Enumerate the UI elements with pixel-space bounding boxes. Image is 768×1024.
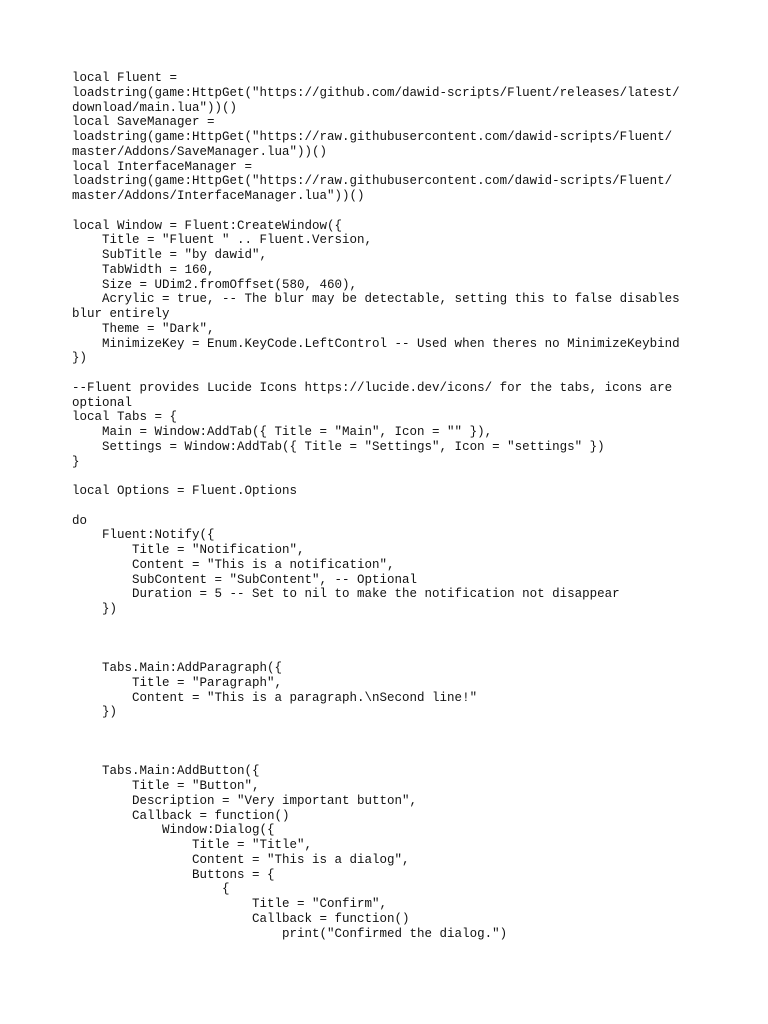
- code-line: loadstring(game:HttpGet("https://raw.githubusercontent.com/dawid-scripts/Fluent/: [72, 174, 673, 189]
- code-line: local Options = Fluent.Options: [72, 484, 298, 498]
- code-line: local Tabs = {: [72, 410, 178, 425]
- code-line: Content = "This is a dialog",: [72, 852, 410, 867]
- code-line: [72, 750, 702, 765]
- code-line: master/Addons/InterfaceManager.lua"))(): [72, 189, 365, 203]
- code-line: TabWidth = 160,: [72, 262, 215, 277]
- code-line: [72, 499, 702, 514]
- code-line: [72, 720, 702, 735]
- code-line: [72, 204, 702, 219]
- code-line: SubContent = "SubContent", -- Optional: [72, 572, 418, 587]
- code-line: [72, 735, 702, 750]
- code-line: SubTitle = "by dawid",: [72, 248, 268, 262]
- code-line: [72, 646, 702, 661]
- code-line: Acrylic = true, -- The blur may be detectable, setting this to false disables: [72, 292, 680, 307]
- code-line: Settings = Window:AddTab({ Title = "Settings", Icon = "settings" }): [72, 439, 605, 454]
- code-line: }): [72, 705, 118, 720]
- code-line: local Window = Fluent:CreateWindow({: [72, 218, 343, 233]
- code-line: [72, 469, 702, 484]
- code-line: [72, 366, 702, 381]
- code-line: local SaveManager =: [72, 115, 215, 130]
- code-line: loadstring(game:HttpGet("https://raw.githubusercontent.com/dawid-scripts/Fluent/: [72, 130, 673, 144]
- code-line: }: [72, 454, 80, 469]
- code-line: optional: [72, 395, 133, 410]
- code-line: download/main.lua"))(): [72, 100, 238, 115]
- code-line: Content = "This is a paragraph.\nSecond line!": [72, 690, 478, 705]
- code-line: Title = "Title",: [72, 838, 313, 852]
- code-body: [72, 71, 702, 941]
- code-line: Tabs.Main:AddButton({: [72, 764, 260, 779]
- code-line: --Fluent provides Lucide Icons https://lucide.dev/icons/ for the tabs, icons are: [72, 380, 673, 395]
- code-line: Title = "Paragraph",: [72, 675, 283, 690]
- code-line: }): [72, 602, 118, 616]
- code-line: MinimizeKey = Enum.KeyCode.LeftControl -- Used when theres no MinimizeKeybind: [72, 336, 680, 351]
- code-line: Main = Window:AddTab({ Title = "Main", Icon = "" }),: [72, 425, 493, 439]
- code-line: master/Addons/SaveManager.lua"))(): [72, 144, 328, 159]
- code-line: Title = "Confirm",: [72, 897, 388, 911]
- code-line: do: [72, 513, 88, 528]
- code-line: }): [72, 351, 88, 366]
- code-line: Title = "Notification",: [72, 543, 305, 557]
- code-line: Callback = function(): [72, 808, 290, 823]
- code-line: local Fluent =: [72, 71, 178, 85]
- code-line: print("Confirmed the dialog."): [72, 926, 508, 941]
- code-line: Size = UDim2.fromOffset(580, 460),: [72, 277, 358, 292]
- code-line: loadstring(game:HttpGet("https://github.com/dawid-scripts/Fluent/releases/latest/: [72, 85, 680, 100]
- code-line: [72, 617, 702, 632]
- code-line: {: [72, 882, 230, 897]
- code-line: [72, 632, 702, 647]
- code-line: Fluent:Notify({: [72, 528, 215, 543]
- code-line: Description = "Very important button",: [72, 793, 418, 808]
- code-line: Callback = function(): [72, 911, 410, 926]
- code-line: Theme = "Dark",: [72, 321, 215, 336]
- code-line: Tabs.Main:AddParagraph({: [72, 661, 283, 675]
- code-line: blur entirely: [72, 307, 170, 321]
- code-line: Title = "Fluent " .. Fluent.Version,: [72, 233, 373, 248]
- code-line: Window:Dialog({: [72, 823, 275, 838]
- code-line: Content = "This is a notification",: [72, 557, 395, 572]
- code-line: Duration = 5 -- Set to nil to make the notification not disappear: [72, 587, 620, 602]
- code-line: local InterfaceManager =: [72, 159, 253, 174]
- code-line: Title = "Button",: [72, 779, 260, 793]
- code-line: Buttons = {: [72, 867, 275, 882]
